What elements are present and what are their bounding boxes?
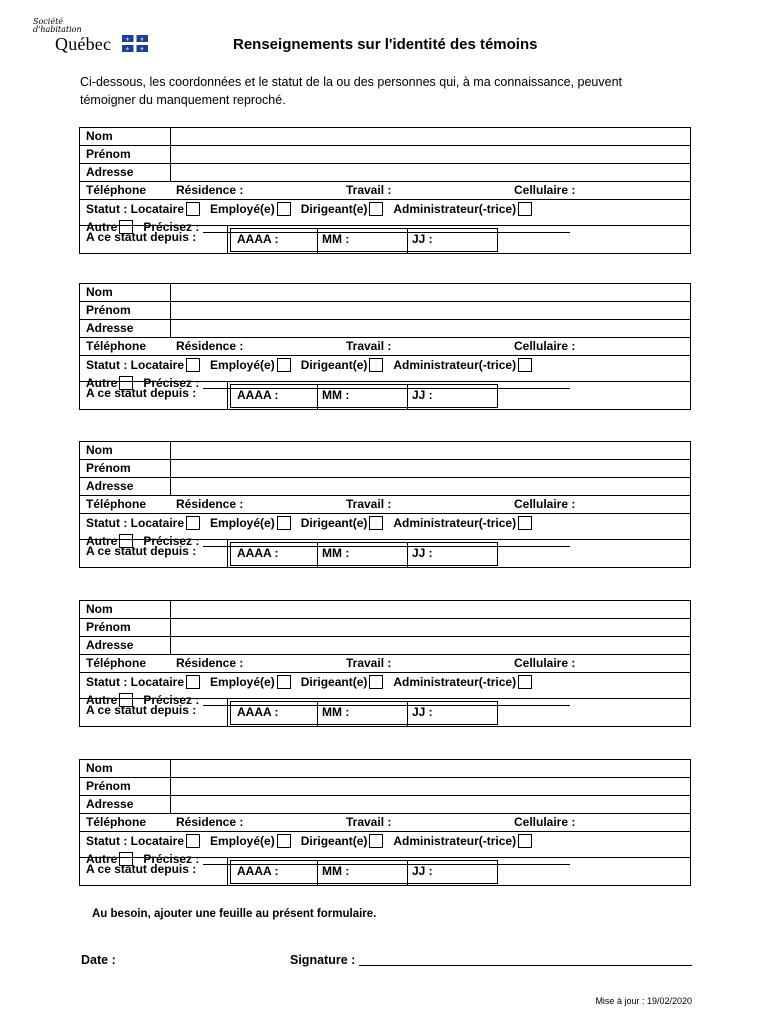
jj-field[interactable]: JJ :: [412, 864, 433, 878]
adresse-row: [80, 796, 690, 814]
jj-field[interactable]: JJ :: [412, 388, 433, 402]
administrateur-checkbox[interactable]: [518, 358, 532, 372]
telephone-label: Téléphone: [86, 497, 147, 511]
travail-field[interactable]: [346, 815, 391, 829]
cellulaire-label: Cellulaire :: [514, 497, 576, 511]
signature-label: Signature :: [290, 953, 356, 967]
dirigeant-label: Dirigeant(e): [300, 834, 368, 848]
residence-field[interactable]: [176, 656, 243, 670]
statut-line: [86, 516, 542, 530]
since-date-box: [230, 228, 498, 252]
since-label: A ce statut depuis :: [86, 703, 197, 717]
divider: [170, 302, 171, 320]
cellulaire-label: Cellulaire :: [514, 183, 576, 197]
add-sheet-note: Au besoin, ajouter une feuille au présent formulaire.: [92, 908, 377, 920]
aaaa-field[interactable]: AAAA :: [237, 864, 279, 878]
svg-text:⚜: ⚜: [139, 37, 145, 43]
administrateur-checkbox[interactable]: [518, 675, 532, 689]
dirigeant-checkbox[interactable]: [369, 675, 383, 689]
witness-block-2: [79, 283, 691, 410]
mm-field[interactable]: MM :: [322, 864, 350, 878]
adresse-label: Adresse: [86, 165, 134, 179]
since-label: A ce statut depuis :: [86, 386, 197, 400]
divider: [407, 543, 408, 567]
divider: [227, 382, 228, 410]
divider: [170, 460, 171, 478]
jj-field[interactable]: JJ :: [412, 232, 433, 246]
since-label: A ce statut depuis :: [86, 230, 197, 244]
prenom-row: [80, 778, 690, 796]
travail-label: Travail :: [346, 656, 392, 670]
residence-label: Résidence :: [176, 815, 244, 829]
divider: [170, 760, 171, 778]
telephone-row: [80, 338, 690, 356]
autre-label: Autre: [86, 693, 118, 707]
intro-text: Ci-dessous, les coordonnées et le statut de la ou des personnes qui, à ma connaissance, peuvent témoigner du manquement reproché.: [80, 75, 623, 107]
travail-label: Travail :: [346, 183, 392, 197]
prenom-row: [80, 146, 690, 164]
jj-field[interactable]: JJ :: [412, 546, 433, 560]
statut-line: [86, 834, 542, 848]
employe-label: Employé(e): [210, 675, 275, 689]
divider: [317, 229, 318, 253]
since-row: [80, 857, 690, 885]
signature-field[interactable]: [290, 953, 692, 967]
employe-checkbox[interactable]: [277, 675, 291, 689]
travail-field[interactable]: [346, 183, 391, 197]
telephone-row: [80, 496, 690, 514]
mm-field[interactable]: MM :: [322, 546, 350, 560]
witness-block-1: [79, 127, 691, 254]
prenom-row: [80, 619, 690, 637]
administrateur-checkbox[interactable]: [518, 202, 532, 216]
precisez-label: Précisez :: [143, 534, 200, 548]
residence-field[interactable]: [176, 497, 243, 511]
adresse-row: [80, 320, 690, 338]
prenom-label: Prénom: [86, 779, 131, 793]
divider: [170, 796, 171, 814]
divider: [317, 861, 318, 885]
employe-label: Employé(e): [210, 202, 275, 216]
adresse-label: Adresse: [86, 479, 134, 493]
telephone-label: Téléphone: [86, 815, 147, 829]
locataire-checkbox[interactable]: [186, 834, 200, 848]
cellulaire-label: Cellulaire :: [514, 339, 576, 353]
statut-line: [86, 675, 542, 689]
residence-label: Résidence :: [176, 497, 244, 511]
nom-row: [80, 760, 690, 778]
administrateur-checkbox[interactable]: [518, 834, 532, 848]
since-row: [80, 225, 690, 253]
employe-label: Employé(e): [210, 358, 275, 372]
divider: [227, 858, 228, 886]
adresse-row: [80, 478, 690, 496]
divider: [317, 702, 318, 726]
cellulaire-field[interactable]: [514, 497, 575, 511]
jj-field[interactable]: JJ :: [412, 705, 433, 719]
residence-label: Résidence :: [176, 183, 244, 197]
divider: [317, 385, 318, 409]
since-row: [80, 698, 690, 726]
travail-label: Travail :: [346, 815, 392, 829]
divider: [407, 229, 408, 253]
locataire-checkbox[interactable]: [186, 202, 200, 216]
mm-field[interactable]: MM :: [322, 232, 350, 246]
employe-label: Employé(e): [210, 834, 275, 848]
since-label: A ce statut depuis :: [86, 544, 197, 558]
dirigeant-label: Dirigeant(e): [300, 516, 368, 530]
adresse-label: Adresse: [86, 321, 134, 335]
administrateur-label: Administrateur(-trice): [393, 834, 517, 848]
residence-label: Résidence :: [176, 339, 244, 353]
statut-locataire-label: Statut : Locataire: [86, 202, 185, 216]
cellulaire-field[interactable]: [514, 815, 575, 829]
administrateur-label: Administrateur(-trice): [393, 358, 517, 372]
precisez-label: Précisez :: [143, 693, 200, 707]
statut-line: [86, 358, 542, 372]
divider: [227, 699, 228, 727]
nom-row: [80, 128, 690, 146]
witness-block-4: [79, 600, 691, 727]
divider: [170, 637, 171, 655]
administrateur-checkbox[interactable]: [518, 516, 532, 530]
telephone-label: Téléphone: [86, 183, 147, 197]
nom-row: [80, 601, 690, 619]
aaaa-field[interactable]: AAAA :: [237, 232, 279, 246]
adresse-label: Adresse: [86, 638, 134, 652]
prenom-label: Prénom: [86, 147, 131, 161]
page-title: Renseignements sur l'identité des témoins: [233, 36, 538, 53]
update-date: Mise à jour : 19/02/2020: [595, 996, 692, 1006]
telephone-row: [80, 814, 690, 832]
cellulaire-field[interactable]: [514, 339, 575, 353]
dirigeant-checkbox[interactable]: [369, 516, 383, 530]
since-date-box: [230, 384, 498, 408]
cellulaire-label: Cellulaire :: [514, 656, 576, 670]
travail-field[interactable]: [346, 656, 391, 670]
since-label: A ce statut depuis :: [86, 862, 197, 876]
employe-checkbox[interactable]: [277, 202, 291, 216]
locataire-checkbox[interactable]: [186, 675, 200, 689]
administrateur-label: Administrateur(-trice): [393, 202, 517, 216]
divider: [227, 226, 228, 254]
telephone-row: [80, 655, 690, 673]
cellulaire-label: Cellulaire :: [514, 815, 576, 829]
precisez-label: Précisez :: [143, 852, 200, 866]
logo-small-line2: d'habitation: [33, 25, 82, 34]
prenom-row: [80, 302, 690, 320]
telephone-row: [80, 182, 690, 200]
since-row: [80, 381, 690, 409]
residence-field[interactable]: [176, 815, 243, 829]
telephone-label: Téléphone: [86, 656, 147, 670]
residence-label: Résidence :: [176, 656, 244, 670]
prenom-label: Prénom: [86, 620, 131, 634]
shq-logo: [33, 18, 153, 58]
divider: [170, 778, 171, 796]
dirigeant-checkbox[interactable]: [369, 202, 383, 216]
dirigeant-checkbox[interactable]: [369, 358, 383, 372]
divider: [227, 540, 228, 568]
nom-label: Nom: [86, 443, 113, 457]
cellulaire-field[interactable]: [514, 656, 575, 670]
travail-field[interactable]: [346, 339, 391, 353]
cellulaire-field[interactable]: [514, 183, 575, 197]
aaaa-field[interactable]: AAAA :: [237, 546, 279, 560]
svg-text:⚜: ⚜: [125, 46, 130, 52]
witness-block-3: [79, 441, 691, 568]
aaaa-field[interactable]: AAAA :: [237, 705, 279, 719]
logo-main-text: Québec: [55, 34, 112, 54]
nom-label: Nom: [86, 285, 113, 299]
travail-label: Travail :: [346, 497, 392, 511]
divider: [407, 385, 408, 409]
mm-field[interactable]: MM :: [322, 388, 350, 402]
since-date-box: [230, 542, 498, 566]
aaaa-field[interactable]: AAAA :: [237, 388, 279, 402]
dirigeant-label: Dirigeant(e): [300, 202, 368, 216]
signature-line[interactable]: [359, 965, 692, 966]
autre-label: Autre: [86, 534, 118, 548]
since-date-box: [230, 701, 498, 725]
divider: [170, 284, 171, 302]
adresse-label: Adresse: [86, 797, 134, 811]
locataire-checkbox[interactable]: [186, 516, 200, 530]
divider: [407, 702, 408, 726]
divider: [170, 320, 171, 338]
statut-locataire-label: Statut : Locataire: [86, 358, 185, 372]
prenom-label: Prénom: [86, 461, 131, 475]
mm-field[interactable]: MM :: [322, 705, 350, 719]
adresse-row: [80, 164, 690, 182]
since-date-box: [230, 860, 498, 884]
nom-label: Nom: [86, 129, 113, 143]
dirigeant-label: Dirigeant(e): [300, 675, 368, 689]
date-field[interactable]: [81, 953, 116, 967]
locataire-checkbox[interactable]: [186, 358, 200, 372]
employe-checkbox[interactable]: [277, 516, 291, 530]
divider: [407, 861, 408, 885]
divider: [170, 619, 171, 637]
divider: [170, 128, 171, 146]
nom-label: Nom: [86, 761, 113, 775]
svg-text:⚜: ⚜: [139, 46, 145, 52]
autre-label: Autre: [86, 852, 118, 866]
administrateur-label: Administrateur(-trice): [393, 675, 517, 689]
statut-locataire-label: Statut : Locataire: [86, 675, 185, 689]
logo-small-line1: Société: [33, 17, 64, 26]
administrateur-label: Administrateur(-trice): [393, 516, 517, 530]
witness-block-5: [79, 759, 691, 886]
precisez-label: Précisez :: [143, 220, 200, 234]
statut-line: [86, 202, 542, 216]
employe-checkbox[interactable]: [277, 834, 291, 848]
date-label: Date :: [81, 953, 116, 967]
since-row: [80, 539, 690, 567]
autre-label: Autre: [86, 376, 118, 390]
nom-row: [80, 284, 690, 302]
residence-field[interactable]: [176, 183, 243, 197]
precisez-label: Précisez :: [143, 376, 200, 390]
divider: [170, 601, 171, 619]
autre-label: Autre: [86, 220, 118, 234]
telephone-label: Téléphone: [86, 339, 147, 353]
quebec-flag-icon: [122, 35, 148, 52]
dirigeant-label: Dirigeant(e): [300, 358, 368, 372]
nom-label: Nom: [86, 602, 113, 616]
dirigeant-checkbox[interactable]: [369, 834, 383, 848]
divider: [317, 543, 318, 567]
adresse-row: [80, 637, 690, 655]
divider: [170, 478, 171, 496]
prenom-label: Prénom: [86, 303, 131, 317]
travail-field[interactable]: [346, 497, 391, 511]
employe-checkbox[interactable]: [277, 358, 291, 372]
nom-row: [80, 442, 690, 460]
statut-locataire-label: Statut : Locataire: [86, 834, 185, 848]
svg-text:⚜: ⚜: [125, 37, 130, 43]
travail-label: Travail :: [346, 339, 392, 353]
statut-locataire-label: Statut : Locataire: [86, 516, 185, 530]
divider: [170, 442, 171, 460]
divider: [170, 164, 171, 182]
residence-field[interactable]: [176, 339, 243, 353]
divider: [170, 146, 171, 164]
prenom-row: [80, 460, 690, 478]
employe-label: Employé(e): [210, 516, 275, 530]
